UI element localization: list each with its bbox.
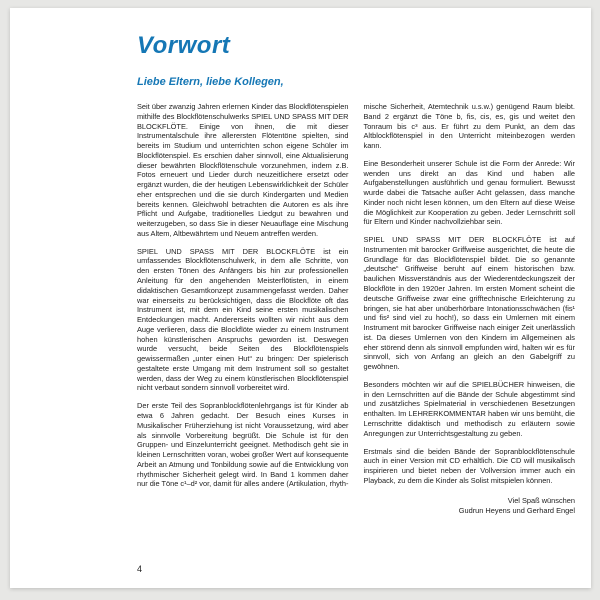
text-columns [137, 102, 575, 517]
page-content [10, 8, 591, 588]
signoff [364, 496, 576, 517]
paragraph: Seit über zwanzig Jahren erlernen Kinder das Blockflötenspielen mithilfe des Blockflötenschulwerks SPIEL UND SPASS MIT DER BLOCKFLÖTE. Einige von ihnen, die mit dieser Instrumentalschule ihre allerersten Flötentöne spielten, sind bereits im Studium und unterrichten schon eigene Schüler im Blockflötenspiel. Es erschien daher sinnvoll, eine Aktualisierung dieser bewährten Blockflötenschule vorzunehmen, indem z.B. Fotos erneuert und Lieder durch neuzeitlichere ersetzt oder ergänzt wurden, die der heutigen Lebenswirklichkeit der Schüler eher entsprechen und die sie durch Kindergarten und Medien bereits kennen. Gleichwohl betrachten die Autoren es als ihre Pflicht und Aufgabe, traditionelles Liedgut zu bewahren und weiterzugeben, so dass Sie in dieser Neuauflage eine Mischung aus Altem, Altbewährtem und Neuem antreffen werden. [137, 102, 349, 238]
paragraph: Erstmals sind die beiden Bände der Sopranblockflötenschule auch in einer Version mit CD erhältlich. Die CD will musikalisch inspirieren und bietet neben der Vollversion immer auch ein Playback, zu dem die Kinder als Solist mitspielen können. [363, 446, 575, 485]
paragraph: Besonders möchten wir auf die SPIELBÜCHER hinweisen, die in den Lernschritten auf die Bände der Schule abgestimmt sind und zusätzliches Spielmaterial in verschiedenen Besetzungen enthalten. Im LEHRERKOMMENTAR haben wir uns bemüht, die Lernschritte didaktisch und methodisch zu erläutern sowie Anregungen zur Unterrichtsgestaltung zu geben. [363, 379, 575, 438]
signoff-line: Viel Spaß wünschen [507, 495, 575, 505]
paragraph: Eine Besonderheit unserer Schule ist die Form der Anrede: Wir wenden uns direkt an das Kind und haben alle Aufgabenstellungen ausführlich und genau formuliert. Bewusst wurde dabei die Tatsache außer Acht gelassen, dass manche Kinder noch nicht lesen können, um den Eltern auf diese Weise die Möglichkeit zur Kooperation zu geben. Jeder Lernschritt soll für Eltern und Kinder nachvollziehbar sein. [363, 158, 575, 227]
left-column [137, 102, 349, 517]
signoff-authors: Gudrun Heyens und Gerhard Engel [458, 506, 575, 516]
page-title: Vorwort [137, 32, 231, 59]
paragraph: mische Sicherheit, Atemtechnik u.s.w.) genügend Raum bleibt. Band 2 ergänzt die Töne b, fis, cis, es, gis und weitet den Tonraum bis c³ aus. Er führt zu dem Punkt, an dem das Altblockflötenspiel in den Unterricht miteinbezogen werden kann. [363, 102, 575, 151]
book-page [10, 8, 591, 588]
paragraph: Der erste Teil des Sopranblockflötenlehrgangs ist für Kinder ab etwa 6 Jahren gedacht. Der Besuch eines Kurses in Musikalischer Früherziehung ist nicht Voraussetzung, wird aber als sinnvolle Vorbereitung begrüßt. Die Schule ist für den Gruppen- und Einzelunterricht geeignet. Methodisch geht sie in kleinen Lernschritten voran, wobei großer Wert auf konsequente Arbeit an Atmung und Tonbildung sowie auf die Entwicklung von rhythmischer Sicherheit gelegt wird. In Band 1 kommen daher nur die Töne c¹–d² vor, damit für alles andere (Artikulation, rhyth- [137, 401, 349, 489]
paragraph: SPIEL UND SPASS MIT DER BLOCKFLÖTE ist ein umfassendes Blockflötenschulwerk, in dem alle Schritte, von den ersten Tönen des Anfängers bis hin zur professionellen Anleitung für den angehenden Meisterflötisten, in einem didaktischen Gesamtkonzept zusammengefasst werden. Daher war einerseits zu berücksichtigen, dass die Blockflöte oft das Instrument ist, mit dem ein Kind seine ersten musikalischen Entdeckungen macht. Andererseits wollten wir nicht aus dem Auge verlieren, dass die Blockflöte wieder zu einem Instrument hohen künstlerischen Anspruchs geworden ist. Deswegen wurde versucht, beide Seiten des Blockflötenspiels gewissermaßen „unter einen Hut“ zu bringen: Der spielerisch gestaltete erste Umgang mit dem Instrument soll so gestaltet werden, dass der Weg zu einem künstlerischen Blockflötenspiel nicht verbaut sondern sinnvoll vorbereitet wird. [137, 246, 349, 393]
right-column [364, 102, 576, 517]
paragraph: SPIEL UND SPASS MIT DER BLOCKFLÖTE ist auf Instrumenten mit barocker Griffweise ausgerichtet, die heute die Grundlage für das Blockflötenspiel bildet. Die so genannte „deutsche“ Griffweise beruht auf einem historischen bzw. baulichen Missverständnis aus der Wiederentdeckungszeit der Blockflöte in den 1920er Jahren. Im ersten Moment scheint die deutsche Griffweise zwar eine grifftechnische Erleichterung zu bringen, sie hat aber unüberhörbare Intonationsschwächen (fis¹ und fis² sind viel zu hoch!), so dass ein Umlernen mit einem Instrument mit barocker Griffweise nach einiger Zeit unerlässlich ist. Da dieses Umlernen von den Kindern im Allgemeinen als eher störend denn als sinnvoll empfunden wird, halten wir es für sinnvoll, sich von Anfang an gleich an den Gabelgriff zu gewöhnen. [363, 235, 575, 372]
page-subtitle: Liebe Eltern, liebe Kollegen, [137, 76, 284, 88]
page-number: 4 [137, 564, 143, 574]
